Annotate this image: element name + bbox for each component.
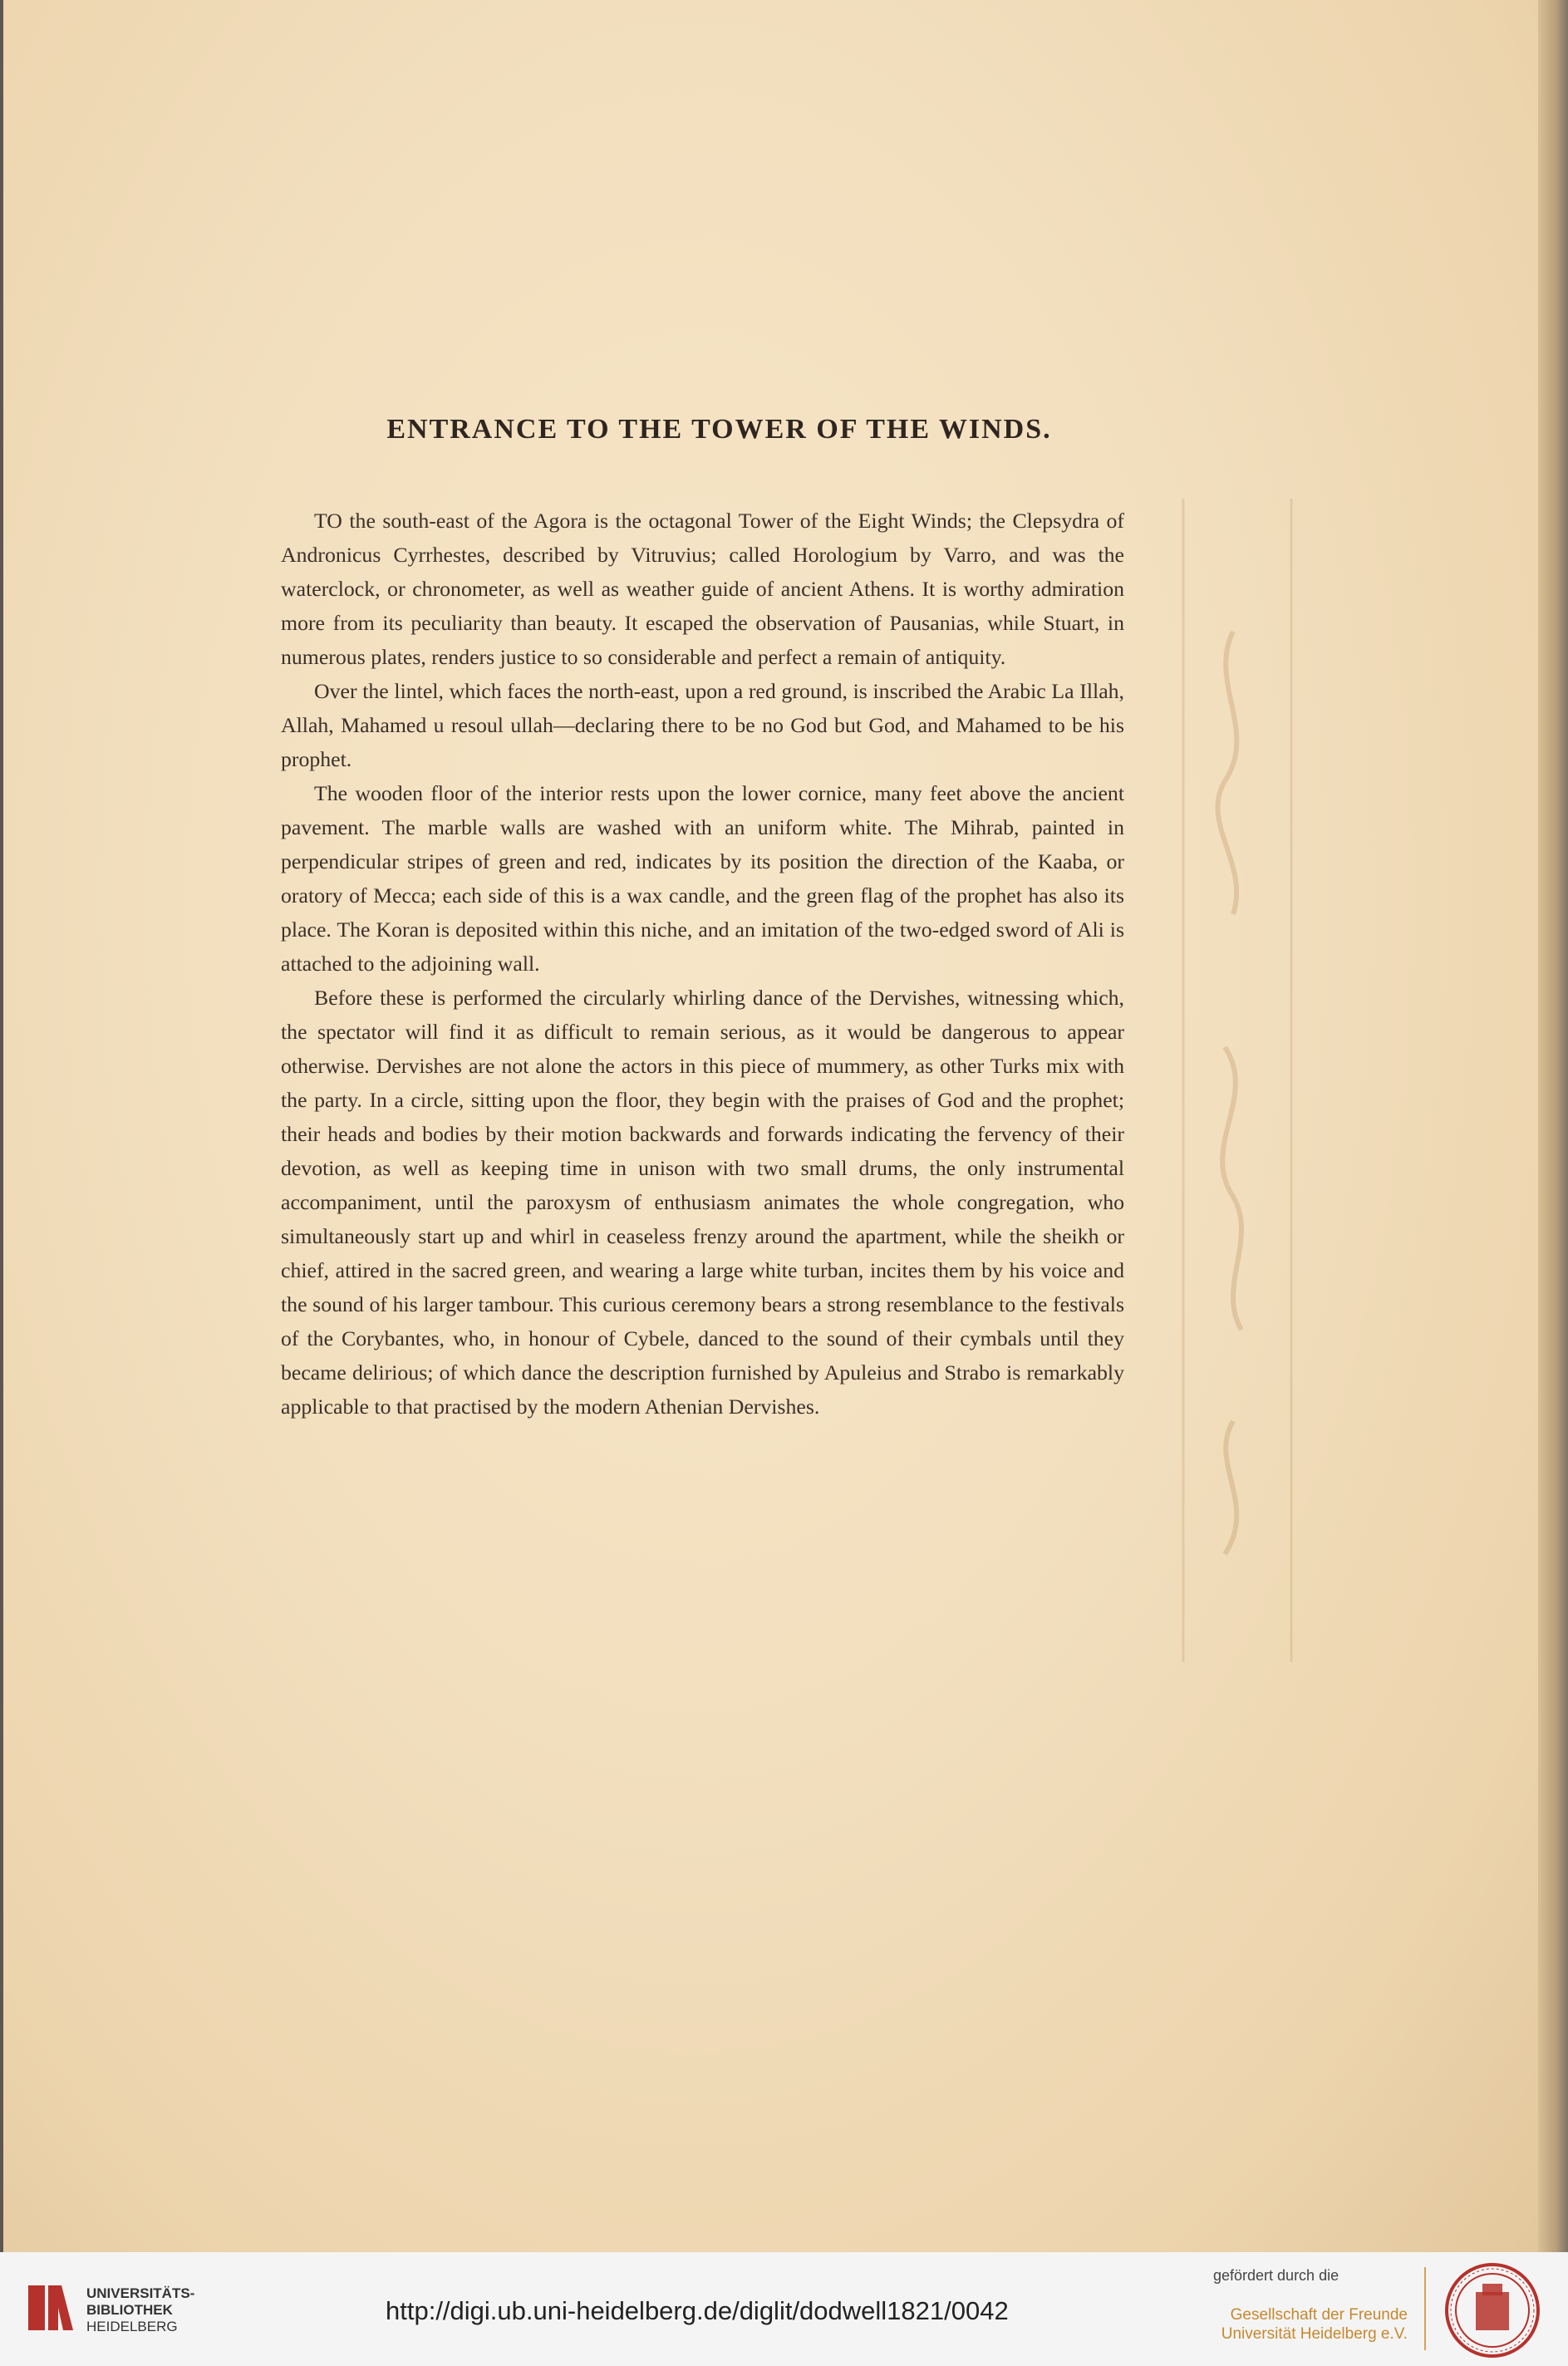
sponsor-name <box>1213 2305 1408 2344</box>
page-edge <box>1538 0 1568 2252</box>
library-logo-icon <box>25 2282 76 2334</box>
university-seal-icon <box>1444 2262 1541 2359</box>
sponsor-caption: gefördert durch die <box>1213 2267 1339 2284</box>
footer-bar <box>0 2252 1568 2366</box>
permalink-url[interactable]: http://digi.ub.uni-heidelberg.de/diglit/dodwell1821/0042 <box>386 2296 1009 2325</box>
paragraph-1: TO the south-east of the Agora is the octagonal Tower of the Eight Winds; the Clepsydra of Andronicus Cyrrhestes, described by Vitruvius; called Horologium by Varro, and was the waterclock, or chronometer, as well as weather guide of ancient Athens. It is worthy admiration more from its peculiarity than beauty. It escaped the observation of Pausanias, while Stuart, in numerous plates, renders justice to so considerable and perfect a remain of antiquity. <box>281 509 1124 669</box>
page-title: ENTRANCE TO THE TOWER OF THE WINDS. <box>386 414 1052 445</box>
paragraph-4: Before these is performed the circularly whirling dance of the Dervishes, witnessing which, the spectator will find it as difficult to remain serious, as it would be dangerous to appear otherwise. Dervishes are not alone the actors in this piece of mummery, as other Turks mix with the party. In a circle, sitting upon the floor, they begin with the praises of God and the prophet; their heads and bodies by their motion backwards and forwards indicating the fervency of their devotion, as well as keeping time in unison with two small drums, the only instrumental accompaniment, until the paroxysm of enthusiasm animates the whole congregation, who simultaneously start up and whirl in ceaseless frenzy around the apartment, while the sheikh or chief, attired in the sacred green, and wearing a large white turban, incites them by his voice and the sound of his larger tambour. This curious ceremony bears a strong resemblance to the festivals of the Corybantes, who, in honour of Cybele, danced to the sound of their cymbals until they became delirious; of which dance the description furnished by Apuleius and Strabo is remarkably applicable to that practised by the modern Athenian Dervishes. <box>281 986 1124 1419</box>
paragraph-2: Over the lintel, which faces the north-east, upon a red ground, is inscribed the Arabic La Illah, Allah, Mahamed u resoul ullah—declaring there to be no God but God, and Mahamed to be his prophet. <box>281 679 1124 771</box>
sponsor-name-line-1: Gesellschaft der Freunde <box>1230 2306 1408 2324</box>
library-name-line-1: UNIVERSITÄTS- <box>86 2285 195 2301</box>
footer-divider <box>1424 2267 1426 2350</box>
library-name <box>86 2285 194 2335</box>
library-name-line-2: BIBLIOTHEK <box>86 2302 173 2318</box>
sponsor-name-line-2: Universität Heidelberg e.V. <box>1221 2325 1408 2343</box>
paper-sheet <box>3 0 1539 2252</box>
document-body <box>281 414 1124 1424</box>
show-through-ink <box>1133 465 1333 1687</box>
library-name-line-3: HEIDELBERG <box>86 2319 178 2334</box>
paragraph-3: The wooden floor of the interior rests upon the lower cornice, many feet above the ancient pavement. The marble walls are washed with an uniform white. The Mihrab, painted in perpendicular stripes of green and red, indicates by its position the direction of the Kaaba, or oratory of Mecca; each side of this is a wax candle, and the green flag of the prophet has also its place. The Koran is deposited within this niche, and an imitation of the two-edged sword of Ali is attached to the adjoining wall. <box>281 781 1124 976</box>
